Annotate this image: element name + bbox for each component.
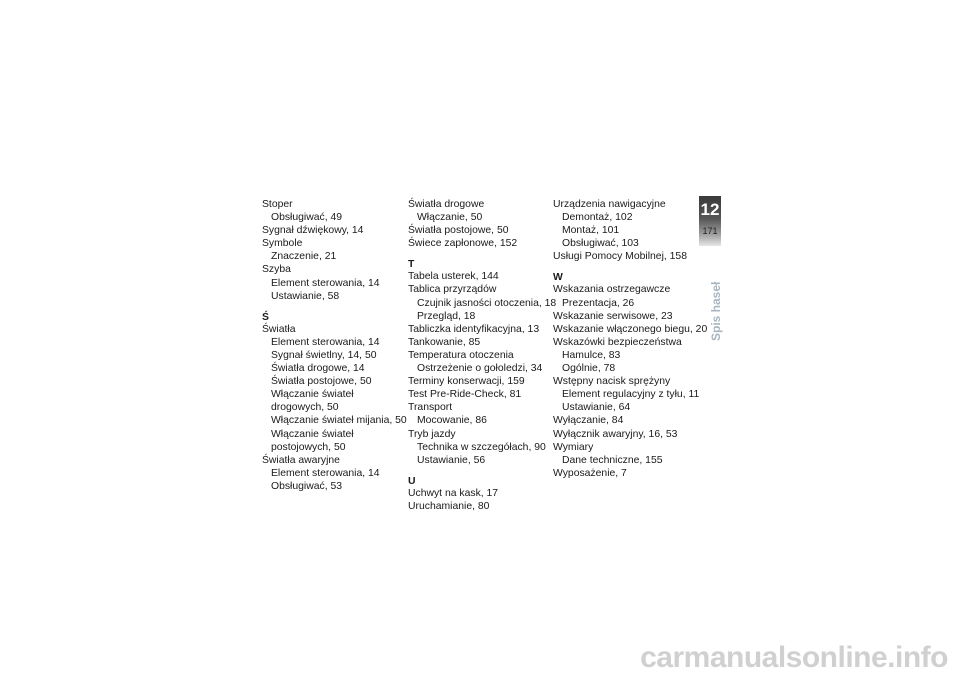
index-entry: Szyba [262,264,291,276]
index-entry: Wskazania ostrzegawcze [553,284,671,296]
index-subentry: Dane techniczne, 155 [562,454,663,466]
index-subentry: Element sterowania, 14 [271,277,380,289]
index-letter-heading: U [408,475,416,487]
index-entry: Światła awaryjne [262,454,340,466]
section-side-label [693,279,723,339]
index-column-3 [553,198,708,480]
index-subentry: Element regulacyjny z tyłu, 11 [562,389,700,401]
watermark: carmanualsonline.info [640,641,948,674]
index-subentry: Obsługiwać, 103 [562,238,639,250]
index-entry: Wskazanie serwisowe, 23 [553,310,673,322]
index-subentry: Obsługiwać, 53 [271,480,343,492]
index-subentry: Sygnał świetlny, 14, 50 [271,349,377,361]
index-entry: Wyposażenie, 7 [553,467,627,479]
index-subentry: Znaczenie, 21 [271,251,337,263]
index-subentry: Obsługiwać, 49 [271,212,343,224]
index-entry: Symbole [262,238,303,250]
index-subentry: drogowych, 50 [271,402,339,414]
index-subentry: Montaż, 101 [562,225,620,237]
index-subentry: Hamulce, 83 [562,349,621,361]
index-subentry: Ustawianie, 64 [562,402,631,414]
index-subentry: Włączanie, 50 [417,212,483,224]
index-entry: Wyłączanie, 84 [553,415,624,427]
index-entry: Temperatura otoczenia [408,349,514,361]
index-column-2 [408,198,557,513]
chapter-tab [699,196,721,246]
index-entry: Światła postojowe, 50 [408,225,509,237]
index-entry: Wskazanie włączonego biegu, 20 [553,323,708,335]
index-subentry: postojowych, 50 [271,441,346,453]
index-entry: Światła [262,323,296,335]
index-column-1 [262,198,407,493]
index-subentry: Czujnik jasności otoczenia, 18 [417,297,557,309]
page-number: 171 [702,226,718,236]
index-subentry: Ustawianie, 56 [417,454,486,466]
index-entry: Wskazówki bezpieczeństwa [553,336,682,348]
index-entry: Tabliczka identyfikacyjna, 13 [408,323,540,335]
index-subentry: Ostrzeżenie o gołoledzi, 34 [417,363,543,375]
index-entry: Światła drogowe [408,199,485,210]
index-entry: Wstępny nacisk sprężyny [553,376,671,388]
index-subentry: Włączanie świateł mijania, 50 [271,415,407,427]
index-entry: Usługi Pomocy Mobilnej, 158 [553,251,687,263]
index-entry: Test Pre-Ride-Check, 81 [408,389,522,401]
index-subentry: Element sterowania, 14 [271,467,380,479]
index-letter-heading: W [553,272,563,284]
index-entry: Wymiary [553,441,594,453]
index-entry: Sygnał dźwiękowy, 14 [262,225,364,237]
section-side-label-text: Spis haseł [709,281,723,341]
index-subentry: Włączanie świateł [271,428,354,440]
index-subentry: Element sterowania, 14 [271,336,380,348]
index-entry: Wyłącznik awaryjny, 16, 53 [553,428,678,440]
index-entry: Tankowanie, 85 [408,336,481,348]
index-subentry: Światła postojowe, 50 [271,376,372,388]
index-entry: Tryb jazdy [408,428,456,440]
index-entry: Transport [408,402,453,414]
index-subentry: Demontaż, 102 [562,212,633,224]
index-subentry: Prezentacja, 26 [562,297,635,309]
index-subentry: Włączanie świateł [271,389,354,401]
index-entry: Tabela usterek, 144 [408,271,499,283]
index-subentry: Przegląd, 18 [417,310,476,322]
index-entry: Uruchamianie, 80 [408,500,490,512]
index-entry: Terminy konserwacji, 159 [408,376,525,388]
index-subentry: Ustawianie, 58 [271,290,340,302]
index-entry: Stoper [262,199,293,210]
index-letter-heading: T [408,259,415,271]
index-subentry: Technika w szczegółach, 90 [417,441,546,453]
index-subentry: Ogólnie, 78 [562,363,616,375]
index-subentry: Mocowanie, 86 [417,415,487,427]
index-entry: Tablica przyrządów [408,284,497,296]
index-entry: Uchwyt na kask, 17 [408,487,499,499]
index-entry: Świece zapłonowe, 152 [408,238,518,250]
chapter-number: 12 [700,200,720,219]
index-entry: Urządzenia nawigacyjne [553,199,666,210]
index-letter-heading: Ś [262,311,269,323]
index-subentry: Światła drogowe, 14 [271,363,365,375]
